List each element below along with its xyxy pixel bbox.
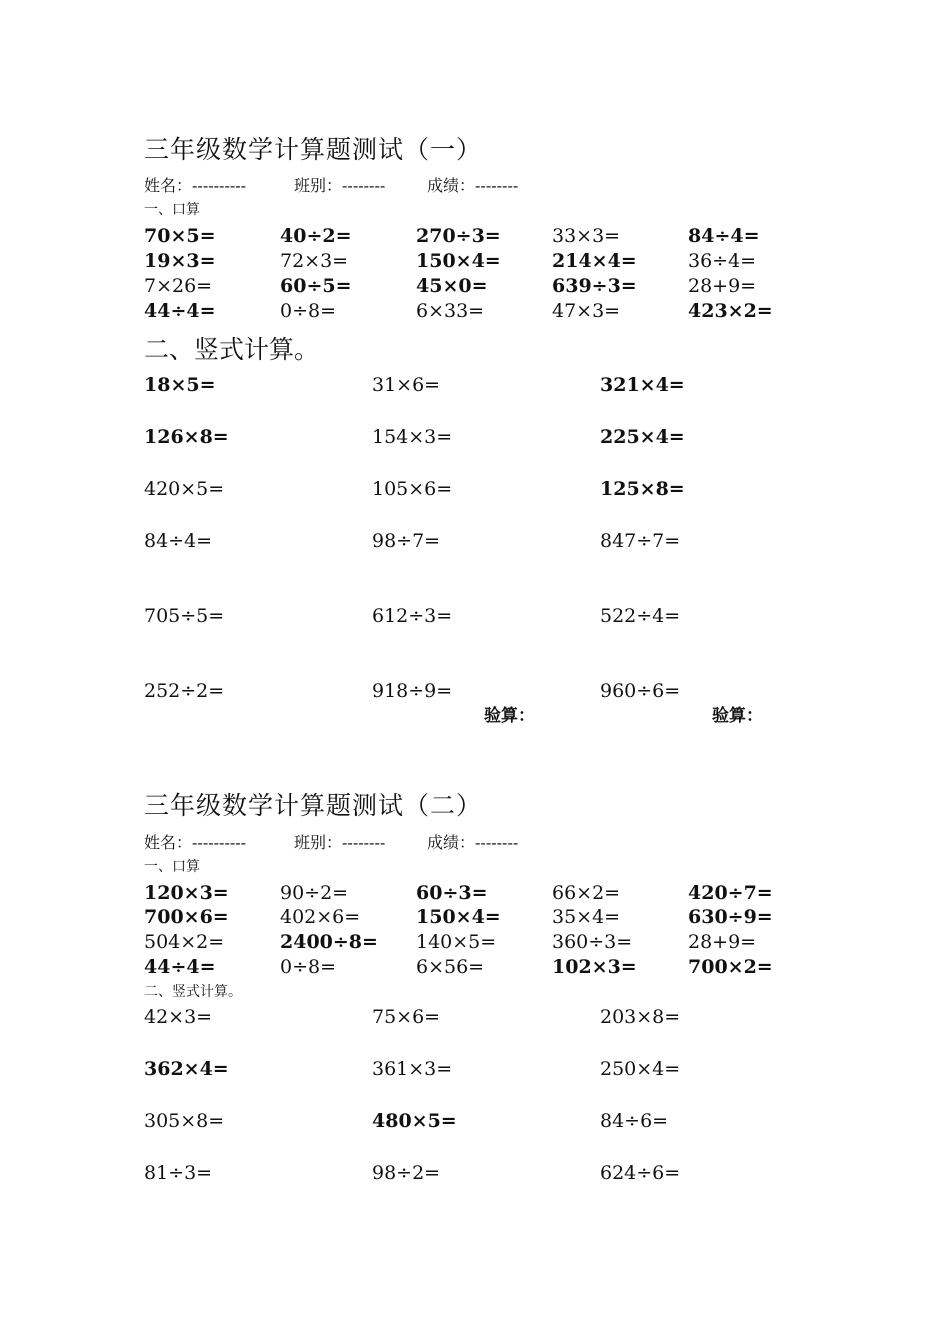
test1-oral-q: 84÷4=: [688, 225, 760, 247]
test2-oral-q: 102×3=: [552, 956, 637, 978]
test2-oral-heading: 一、口算: [144, 859, 200, 875]
test2-score-field: 成绩：--------: [427, 833, 519, 852]
test2-class-field: 班别：--------: [294, 833, 386, 852]
test1-vertical-q: 918÷9=: [372, 680, 453, 702]
test2-oral-q: 700×6=: [144, 906, 229, 928]
test2-oral-q: 630÷9=: [688, 906, 773, 928]
test1-oral-q: 45×0=: [416, 275, 488, 297]
test1-oral-q: 639÷3=: [552, 275, 637, 297]
test1-name-field: 姓名：----------: [144, 176, 247, 195]
test2-vertical-q: 81÷3=: [144, 1162, 213, 1184]
test2-vertical-q: 361×3=: [372, 1058, 453, 1080]
test1-vertical-q: 125×8=: [600, 478, 685, 500]
test2-oral-q: 420÷7=: [688, 882, 773, 904]
test1-vertical-q: 847÷7=: [600, 530, 681, 552]
test2-oral-q: 402×6=: [280, 906, 361, 928]
test2-vertical-q: 203×8=: [600, 1006, 681, 1028]
test2-title: 三年级数学计算题测试（二）: [144, 791, 483, 820]
test2-oral-q: 0÷8=: [280, 956, 337, 978]
test1-vertical-q: 18×5=: [144, 374, 216, 396]
test1-vertical-q: 522÷4=: [600, 605, 681, 627]
test1-oral-q: 19×3=: [144, 250, 216, 272]
test1-oral-q: 214×4=: [552, 250, 637, 272]
test1-oral-q: 270÷3=: [416, 225, 501, 247]
test1-oral-q: 28+9=: [688, 275, 757, 297]
test1-vertical-q: 960÷6=: [600, 680, 681, 702]
test1-verify-label: 验算：: [712, 706, 763, 726]
test1-vertical-q: 98÷7=: [372, 530, 441, 552]
test1-oral-heading: 一、口算: [144, 202, 200, 218]
test1-oral-q: 47×3=: [552, 300, 621, 322]
test2-vertical-q: 98÷2=: [372, 1162, 441, 1184]
test2-vertical-q: 305×8=: [144, 1110, 225, 1132]
test2-oral-q: 90÷2=: [280, 882, 349, 904]
test1-vertical-q: 225×4=: [600, 426, 685, 448]
test2-vertical-q: 480×5=: [372, 1110, 457, 1132]
test1-oral-q: 60÷5=: [280, 275, 352, 297]
test2-vertical-heading: 二、竖式计算。: [144, 984, 242, 1000]
test2-oral-q: 120×3=: [144, 882, 229, 904]
test1-oral-q: 44÷4=: [144, 300, 216, 322]
test1-vertical-q: 705÷5=: [144, 605, 225, 627]
test1-vertical-q: 420×5=: [144, 478, 225, 500]
test1-vertical-q: 154×3=: [372, 426, 453, 448]
test1-verify-label: 验算：: [484, 706, 535, 726]
test1-oral-q: 0÷8=: [280, 300, 337, 322]
test1-vertical-q: 612÷3=: [372, 605, 453, 627]
test1-oral-q: 40÷2=: [280, 225, 352, 247]
test2-oral-q: 60÷3=: [416, 882, 488, 904]
test2-vertical-q: 42×3=: [144, 1006, 213, 1028]
test2-vertical-q: 362×4=: [144, 1058, 229, 1080]
test2-oral-q: 504×2=: [144, 931, 225, 953]
test1-vertical-q: 31×6=: [372, 374, 441, 396]
test1-vertical-q: 105×6=: [372, 478, 453, 500]
test2-oral-q: 360÷3=: [552, 931, 633, 953]
test2-oral-q: 35×4=: [552, 906, 621, 928]
test2-oral-q: 6×56=: [416, 956, 485, 978]
test1-score-field: 成绩：--------: [427, 176, 519, 195]
test1-class-field: 班别：--------: [294, 176, 386, 195]
test1-oral-q: 72×3=: [280, 250, 349, 272]
test1-oral-q: 6×33=: [416, 300, 485, 322]
test2-oral-q: 700×2=: [688, 956, 773, 978]
test1-vertical-q: 126×8=: [144, 426, 229, 448]
test1-oral-q: 36÷4=: [688, 250, 757, 272]
test1-vertical-q: 84÷4=: [144, 530, 213, 552]
test2-oral-q: 66×2=: [552, 882, 621, 904]
test1-title: 三年级数学计算题测试（一）: [144, 135, 483, 164]
test1-oral-q: 33×3=: [552, 225, 621, 247]
test2-vertical-q: 624÷6=: [600, 1162, 681, 1184]
test2-vertical-q: 84÷6=: [600, 1110, 669, 1132]
test1-oral-q: 423×2=: [688, 300, 773, 322]
test2-oral-q: 28+9=: [688, 931, 757, 953]
test2-oral-q: 140×5=: [416, 931, 497, 953]
test2-oral-q: 2400÷8=: [280, 931, 378, 953]
test2-oral-q: 150×4=: [416, 906, 501, 928]
test1-vertical-heading: 二、竖式计算。: [144, 335, 320, 364]
test1-vertical-q: 252÷2=: [144, 680, 225, 702]
test2-oral-q: 44÷4=: [144, 956, 216, 978]
test1-oral-q: 150×4=: [416, 250, 501, 272]
test2-vertical-q: 75×6=: [372, 1006, 441, 1028]
test1-oral-q: 70×5=: [144, 225, 216, 247]
test2-name-field: 姓名：----------: [144, 833, 247, 852]
test1-oral-q: 7×26=: [144, 275, 213, 297]
test1-vertical-q: 321×4=: [600, 374, 685, 396]
test2-vertical-q: 250×4=: [600, 1058, 681, 1080]
